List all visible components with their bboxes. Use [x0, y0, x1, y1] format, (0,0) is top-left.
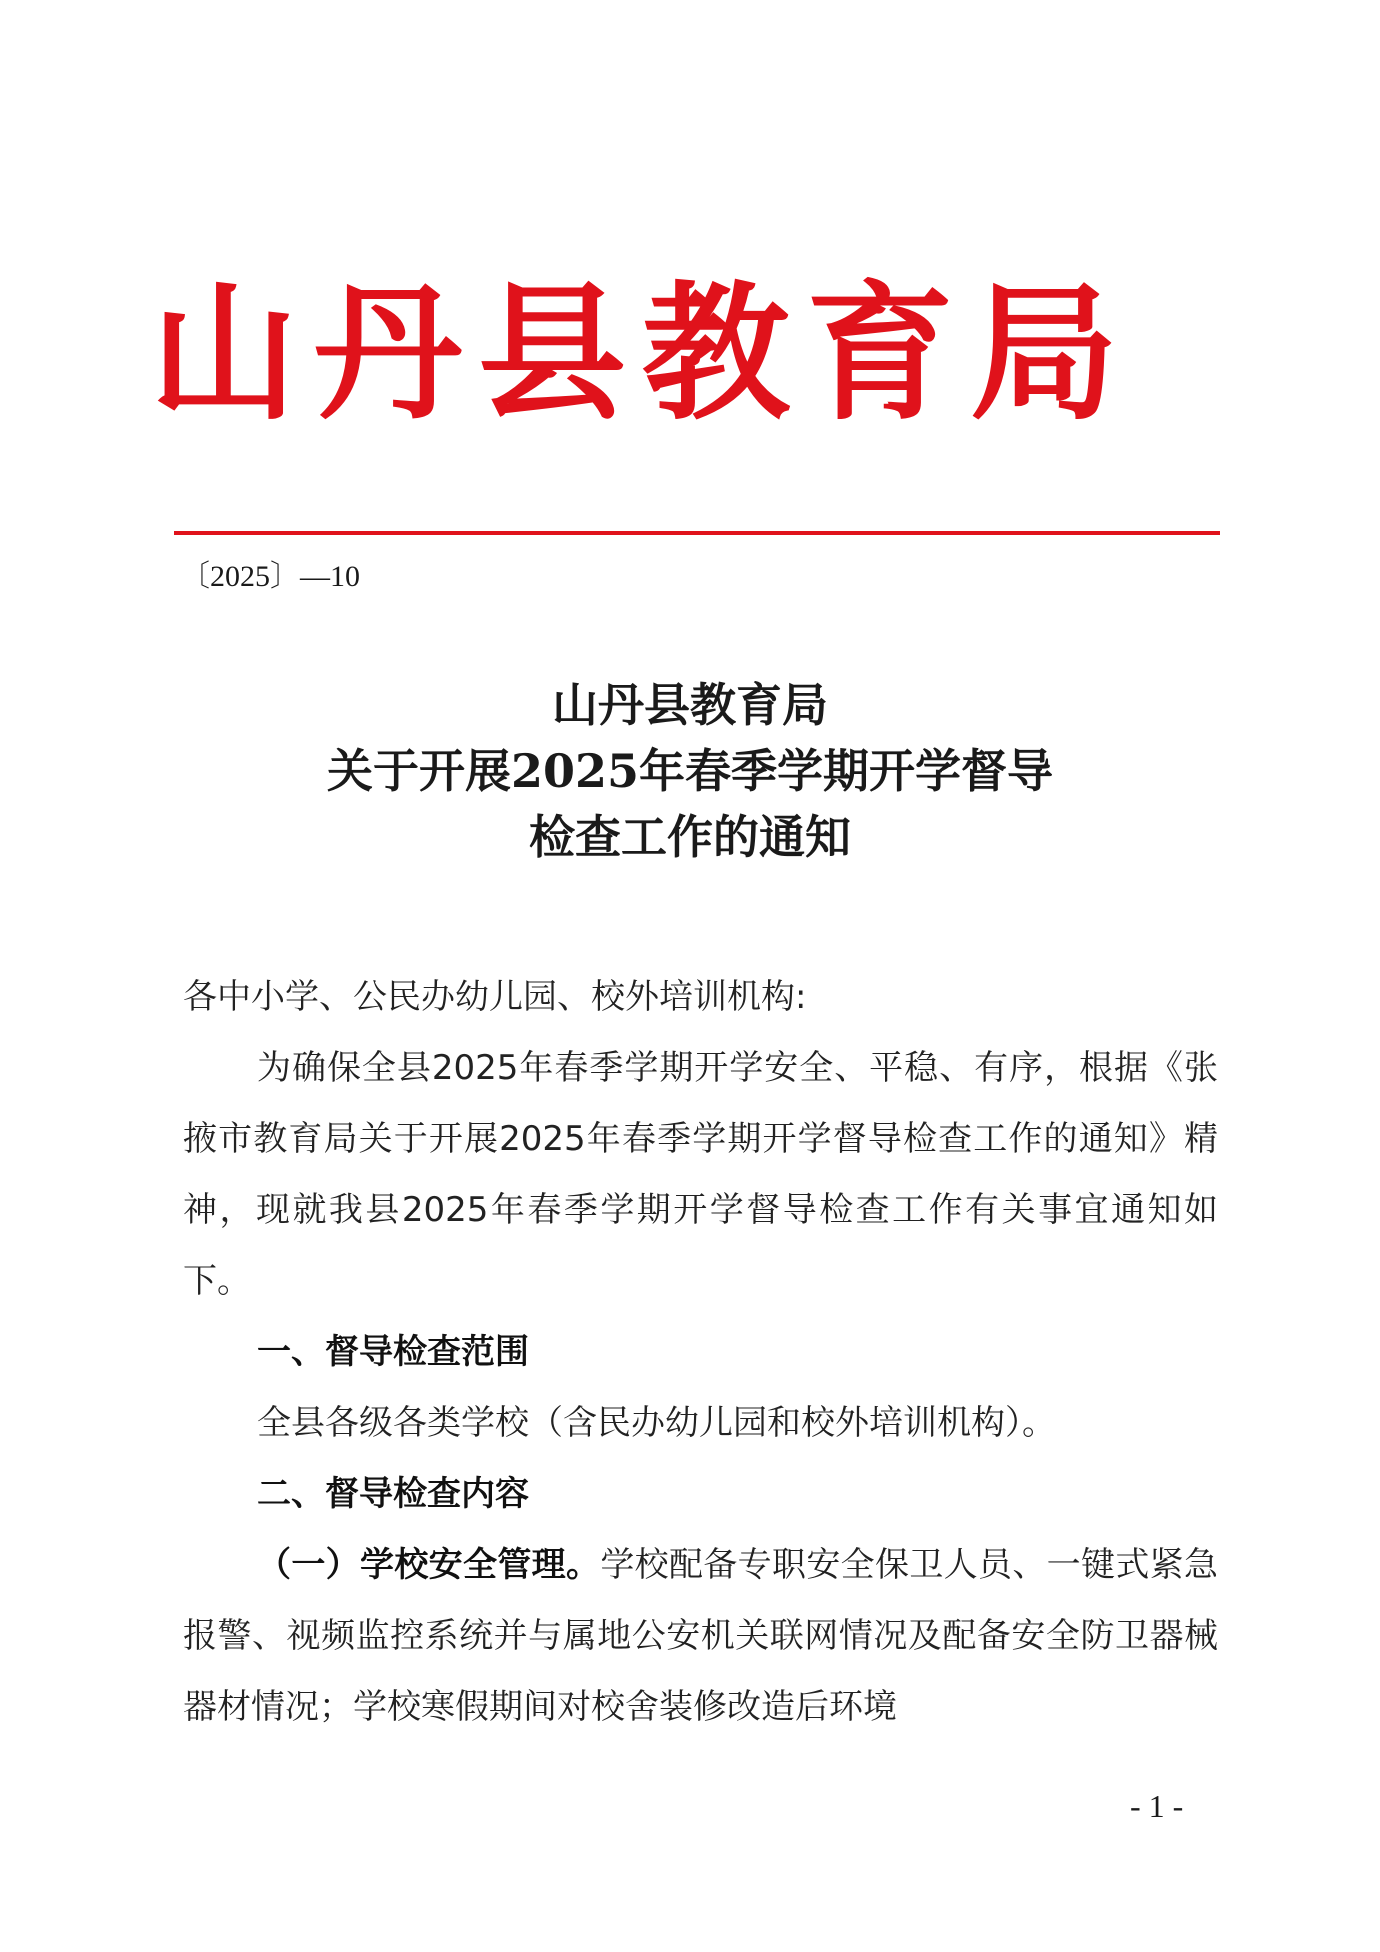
section-1-text: 全县各级各类学校（含民办幼儿园和校外培训机构）。 [257, 1403, 1056, 1443]
item-1-lead: （一）学校安全管理。 [257, 1545, 601, 1585]
intro-paragraph: 为确保全县2025年春季学期开学安全、平稳、有序，根据《张掖市教育局关于开展2025年春季学期开学督导检查工作的通知》精神，现就我县2025年春季学期开学督导检查工作有关事宜通知如下。 [183, 1048, 1218, 1301]
item-1-paragraph [183, 1530, 1218, 1743]
notice-title [150, 672, 1230, 870]
title-line-1: 山丹县教育局 [552, 678, 828, 732]
section-2-heading: 二、督导检查内容 [257, 1474, 529, 1514]
title-line-2: 关于开展2025年春季学期开学督导 [326, 744, 1054, 798]
section-1-heading: 一、督导检查范围 [257, 1332, 529, 1372]
item-1-text: 学校配备专职安全保卫人员、一键式紧急报警、视频监控系统并与属地公安机关联网情况及配备安全防卫器械器材情况；学校寒假期间对校舍装修改造后环境 [183, 1545, 1219, 1727]
title-line-3: 检查工作的通知 [529, 810, 851, 864]
page-number: - 1 - [1130, 1788, 1184, 1824]
salutation: 各中小学、公民办幼儿园、校外培训机构: [183, 977, 807, 1017]
red-divider-line [174, 531, 1220, 535]
notice-body [183, 962, 1218, 1743]
document-number: 〔2025〕—10 [180, 560, 360, 593]
masthead-title: 山丹县教育局 [150, 266, 1134, 440]
